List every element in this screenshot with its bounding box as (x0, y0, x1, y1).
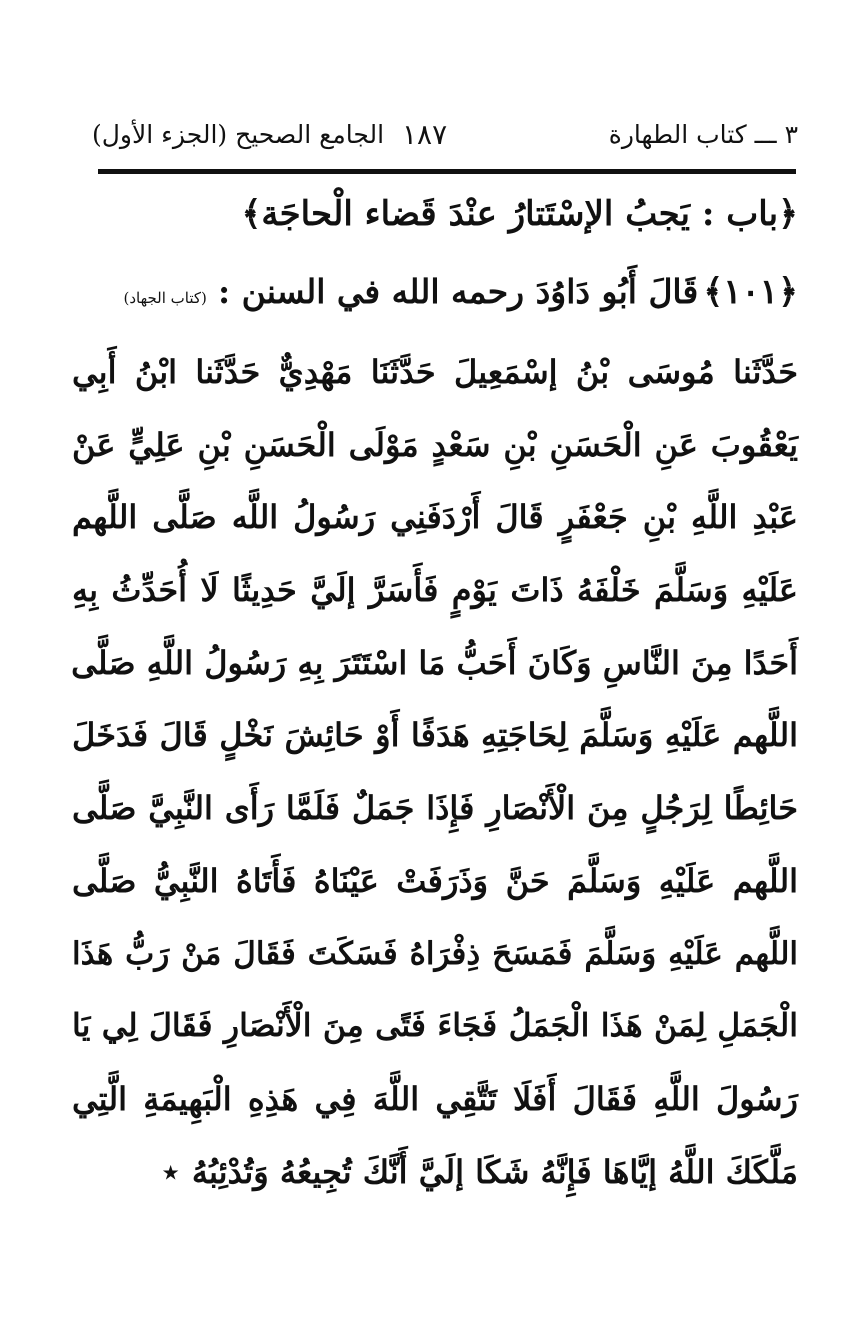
text-line: حَائِطًا لِرَجُلٍ مِنَ الْأَنْصَارِ فَإِذَا جَمَلٌ فَلَمَّا رَأَى النَّبِيَّ صَلَّى (72, 789, 799, 828)
text-line: عَلَيْهِ وَسَلَّمَ خَلْفَهُ ذَاتَ يَوْمٍ فَأَسَرَّ إلَيَّ حَدِيثًا لَا أُحَدِّثُ بِهِ (72, 571, 799, 610)
text-line: اللَّهم عَلَيْهِ وَسَلَّمَ حَنَّ وَذَرَفَتْ عَيْنَاهُ فَأَتَاهُ النَّبِيُّ صَلَّى (72, 861, 798, 900)
text-line: مَلَّكَكَ اللَّهُ إيَّاهَا فَإِنَّهُ شَكَا إلَيَّ أَنَّكَ تُجِيعُهُ وَتُدْئِبُهُ ⋆ (160, 1152, 798, 1191)
text-line: عَبْدِ اللَّهِ بْنِ جَعْفَرٍ قَالَ أَرْدَفَنِي رَسُولُ اللَّه صَلَّى اللَّهم (72, 498, 799, 537)
text-line: اللَّهم عَلَيْهِ وَسَلَّمَ لِحَاجَتِهِ هَدَفًا أَوْ حَائِشَ نَخْلٍ قَالَ فَدَخَلَ (72, 716, 798, 755)
text-line: يَعْقُوبَ عَنِ الْحَسَنِ بْنِ سَعْدٍ مَوْلَى الْحَسَنِ بْنِ عَلِيٍّ عَنْ (72, 425, 798, 464)
chapter-title: ﴿باب : يَجبُ الإسْتَتارُ عنْدَ قَضاء الْحاجَة﴾ (241, 194, 798, 234)
text-line: أَحَدًا مِنَ النَّاسِ وَكَانَ أَحَبُّ مَا اسْتَتَرَ بِهِ رَسُولُ اللَّهِ صَلَّى (71, 643, 798, 682)
text-line: رَسُولَ اللَّهِ فَقَالَ أَفَلَا تَتَّقِي اللَّهَ فِي هَذِهِ الْبَهِيمَةِ الَّتِي (72, 1079, 798, 1118)
hadith-body (72, 337, 798, 1209)
text-line: حَدَّثَنا مُوسَى بْنُ إسْمَعِيلَ حَدَّثَنَا مَهْدِيٌّ حَدَّثَنا ابْنُ أَبِي (72, 353, 798, 391)
page-header (92, 112, 798, 162)
hadith-heading (78, 271, 798, 331)
hadith-source-note: (كتاب الجهاد) (123, 289, 207, 307)
text-line: اللَّهم عَلَيْهِ وَسَلَّمَ فَمَسَحَ ذِفْرَاهُ فَسَكَتَ فَقَالَ مَنْ رَبُّ هَذَا (72, 935, 798, 972)
header-chapter-label: ٣ ـــ كتاب الطهارة (608, 120, 798, 149)
page-number: ١٨٧ (402, 118, 448, 151)
text-line: الْجَمَلِ لِمَنْ هَذَا الْجَمَلُ فَجَاءَ فَتًى مِنَ الْأَنْصَارِ فَقَالَ لِي يَا (72, 1007, 798, 1045)
hadith-intro: قَالَ أَبُو دَاوُدَ رحمه الله في السنن : (217, 272, 699, 311)
header-divider (98, 169, 796, 174)
header-book-title: الجامع الصحيح (الجزء الأول) (92, 120, 385, 149)
hadith-number: ﴿١٠١﴾ (703, 272, 798, 312)
